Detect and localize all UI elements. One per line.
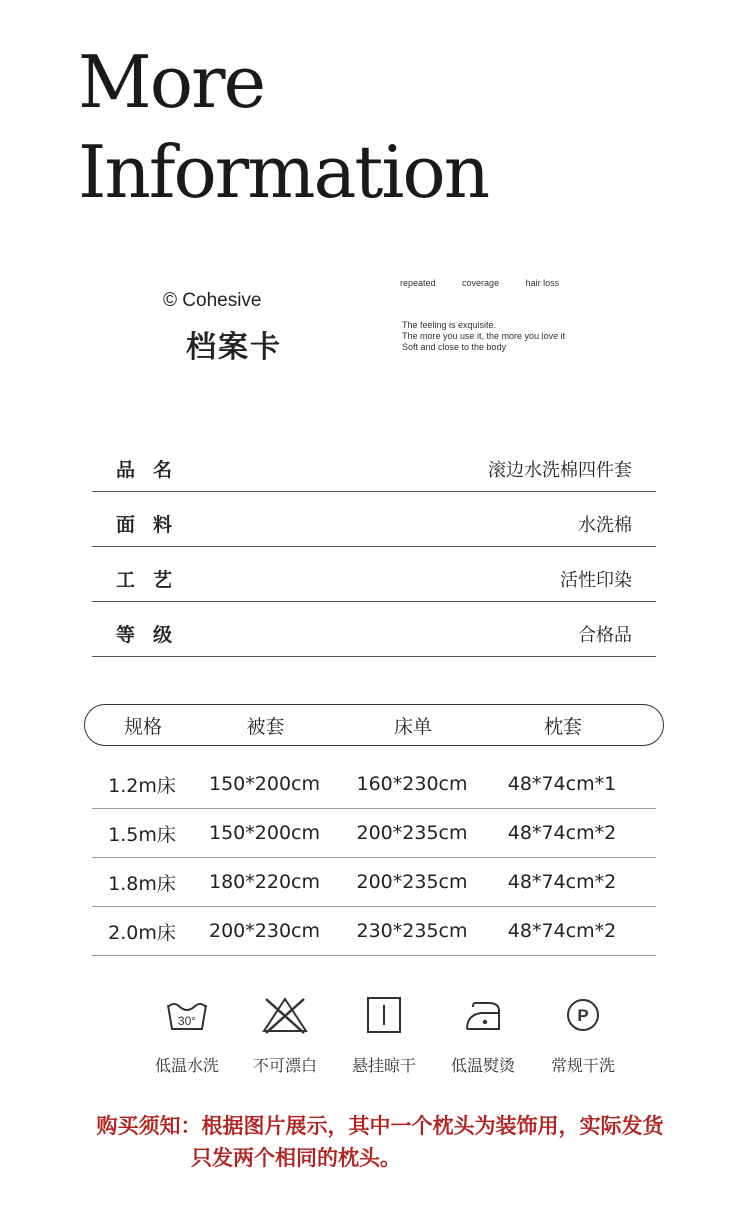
spec-cell: 150*200cm xyxy=(209,822,320,844)
spec-header-sheet: 床单 xyxy=(393,715,432,738)
info-value: 水洗棉 xyxy=(578,514,632,536)
wash-30-icon xyxy=(162,995,212,1035)
care-item-dry-clean xyxy=(538,995,628,1076)
info-key: 面料 xyxy=(116,514,191,536)
info-row-fabric xyxy=(92,501,656,547)
hang-dry-icon xyxy=(364,995,404,1035)
care-label: 不可漂白 xyxy=(252,1056,317,1075)
spec-cell: 2.0m床 xyxy=(108,921,176,944)
spec-cell: 180*220cm xyxy=(209,871,320,893)
care-label: 常规干洗 xyxy=(550,1056,615,1075)
dry-clean-letter: P xyxy=(577,1006,589,1025)
no-bleach-icon xyxy=(258,995,312,1035)
notice-line1: 购买须知：根据图片展示，其中一个枕头为装饰用，实际发货 xyxy=(96,1114,664,1138)
spec-cell: 200*230cm xyxy=(209,920,320,942)
info-value: 活性印染 xyxy=(560,569,632,591)
spec-table-header xyxy=(84,704,664,746)
info-row-craft xyxy=(92,556,656,602)
spec-cell: 48*74cm*2 xyxy=(507,822,617,844)
purchase-notice xyxy=(0,1110,750,1174)
spec-cell: 200*235cm xyxy=(356,871,468,893)
spec-cell: 48*74cm*2 xyxy=(507,871,617,893)
info-key: 品名 xyxy=(116,459,191,481)
spec-cell: 1.5m床 xyxy=(108,823,176,846)
info-value: 合格品 xyxy=(578,624,632,646)
page-title-line1: More xyxy=(78,40,265,124)
info-row-grade xyxy=(92,611,656,657)
brand-blurb xyxy=(402,320,565,353)
blurb-line: The feeling is exquisite. xyxy=(402,320,497,330)
tag: hair loss xyxy=(525,278,560,288)
care-item-iron xyxy=(438,995,528,1076)
low-iron-icon xyxy=(461,995,505,1035)
info-key: 等级 xyxy=(116,624,191,646)
spec-cell: 48*74cm*1 xyxy=(507,773,617,795)
product-info-list xyxy=(92,446,656,666)
dry-clean-p-icon xyxy=(563,995,603,1035)
notice-line2: 只发两个相同的枕头。 xyxy=(191,1146,401,1170)
blurb-line: Soft and close to the body xyxy=(402,342,507,352)
spec-header-pillowcase: 枕套 xyxy=(543,715,582,738)
info-key: 工艺 xyxy=(116,569,191,591)
care-item-wash xyxy=(142,995,232,1076)
blurb-line: The more you use it, the more you love it xyxy=(402,331,566,341)
care-label: 低温水洗 xyxy=(154,1056,219,1075)
info-row-name xyxy=(92,446,656,492)
care-label: 悬挂晾干 xyxy=(351,1056,416,1075)
table-row xyxy=(92,809,656,858)
table-row xyxy=(92,858,656,907)
brand-tags xyxy=(400,278,583,288)
spec-cell: 200*235cm xyxy=(356,822,468,844)
info-value: 滚边水洗棉四件套 xyxy=(488,459,632,481)
spec-header-duvet: 被套 xyxy=(246,715,285,738)
tag: coverage xyxy=(462,278,500,288)
page-title-line2: Information xyxy=(78,130,489,214)
spec-cell: 230*235cm xyxy=(356,920,468,942)
brand-name: © Cohesive xyxy=(163,290,262,311)
tag: repeated xyxy=(400,278,436,288)
care-item-hang-dry xyxy=(339,995,429,1076)
care-item-no-bleach xyxy=(240,995,330,1076)
table-row xyxy=(92,760,656,809)
care-label: 低温熨烫 xyxy=(450,1056,515,1075)
spec-header-size: 规格 xyxy=(123,715,162,738)
wash-temp-text: 30° xyxy=(177,1014,197,1028)
spec-cell: 1.8m床 xyxy=(108,872,176,895)
spec-cell: 160*230cm xyxy=(356,773,468,795)
archive-label: 档案卡 xyxy=(186,330,282,365)
spec-table xyxy=(92,760,656,956)
spec-cell: 48*74cm*2 xyxy=(507,920,617,942)
spec-cell: 1.2m床 xyxy=(108,774,176,797)
spec-cell: 150*200cm xyxy=(209,773,320,795)
table-row xyxy=(92,907,656,956)
